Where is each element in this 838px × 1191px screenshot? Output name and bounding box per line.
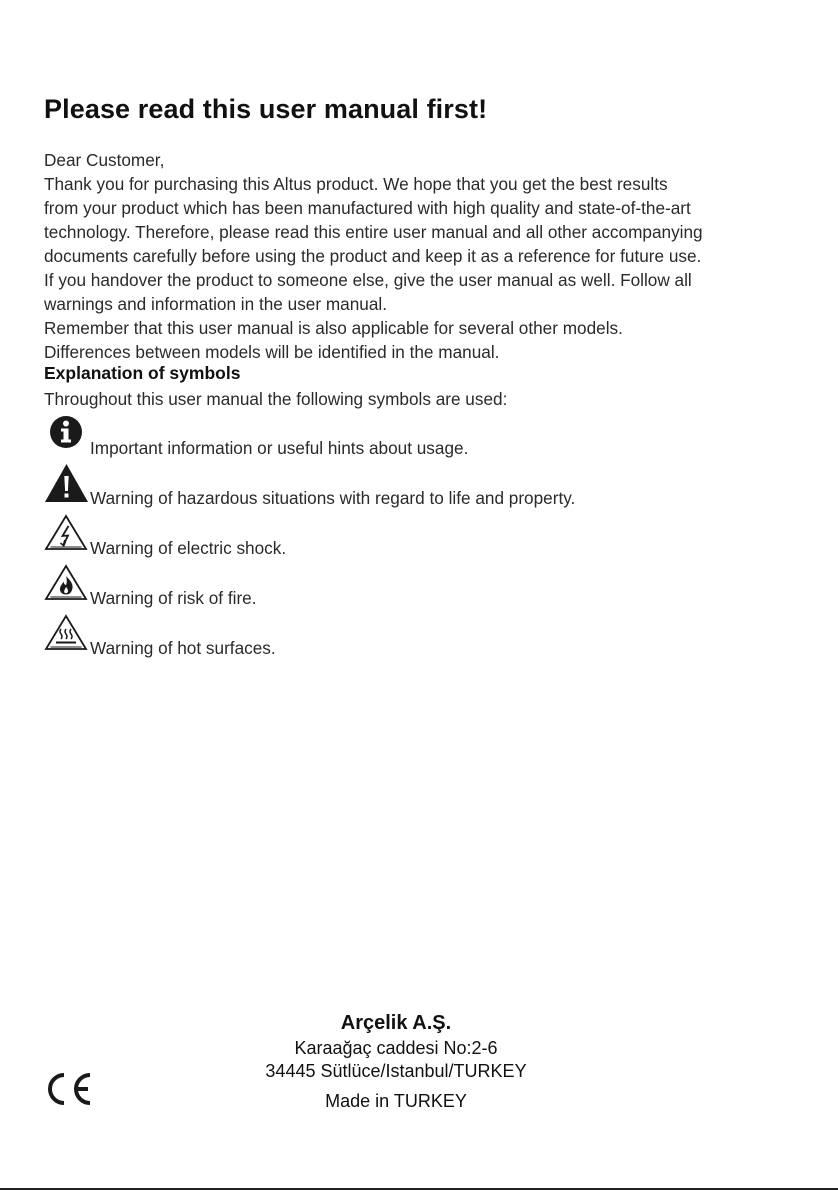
hot-surface-icon	[44, 614, 89, 654]
intro-line: Thank you for purchasing this Altus product. We hope that you get the best results	[44, 174, 668, 194]
info-icon	[44, 416, 89, 456]
intro-line: Dear Customer,	[44, 150, 165, 170]
symbol-text: Warning of electric shock.	[90, 538, 287, 558]
symbol-text: Warning of hazardous situations with regard to life and property.	[90, 488, 576, 508]
symbol-item-hot-surface	[44, 614, 744, 658]
intro-line: warnings and information in the user manual.	[44, 294, 387, 314]
intro-line: Differences between models will be identified in the manual.	[44, 342, 500, 362]
symbol-text: Warning of hot surfaces.	[90, 638, 276, 658]
page-title: Please read this user manual first!	[44, 94, 488, 124]
symbol-text: Warning of risk of fire.	[90, 588, 257, 608]
symbol-text: Important information or useful hints about usage.	[90, 438, 469, 458]
symbol-item-electric-shock	[44, 514, 744, 558]
symbols-heading: Explanation of symbols	[44, 363, 241, 383]
intro-line: If you handover the product to someone else, give the user manual as well. Follow all	[44, 270, 692, 290]
address-line: Karaağaç caddesi No:2-6	[294, 1038, 498, 1058]
symbol-item-warning	[44, 463, 744, 508]
manufacturer-address	[200, 1010, 592, 1113]
warning-icon	[44, 463, 89, 503]
symbol-item-fire	[44, 564, 744, 608]
made-in-label: Made in TURKEY	[325, 1091, 467, 1111]
company-name: Arçelik A.Ş.	[340, 1012, 452, 1034]
bottom-divider	[0, 1188, 838, 1190]
symbol-item-info	[44, 416, 744, 456]
symbols-intro: Throughout this user manual the following symbols are used:	[44, 389, 508, 409]
electric-shock-icon	[44, 514, 89, 554]
fire-icon	[44, 564, 89, 604]
intro-line: Remember that this user manual is also applicable for several other models.	[44, 318, 623, 338]
ce-mark-icon	[44, 1071, 94, 1107]
address-line: 34445 Sütlüce/Istanbul/TURKEY	[265, 1061, 527, 1081]
intro-paragraph	[44, 148, 804, 364]
intro-line: documents carefully before using the product and keep it as a reference for future use.	[44, 246, 702, 266]
intro-line: from your product which has been manufactured with high quality and state-of-the-art	[44, 198, 691, 218]
intro-line: technology. Therefore, please read this entire user manual and all other accompanying	[44, 222, 703, 242]
